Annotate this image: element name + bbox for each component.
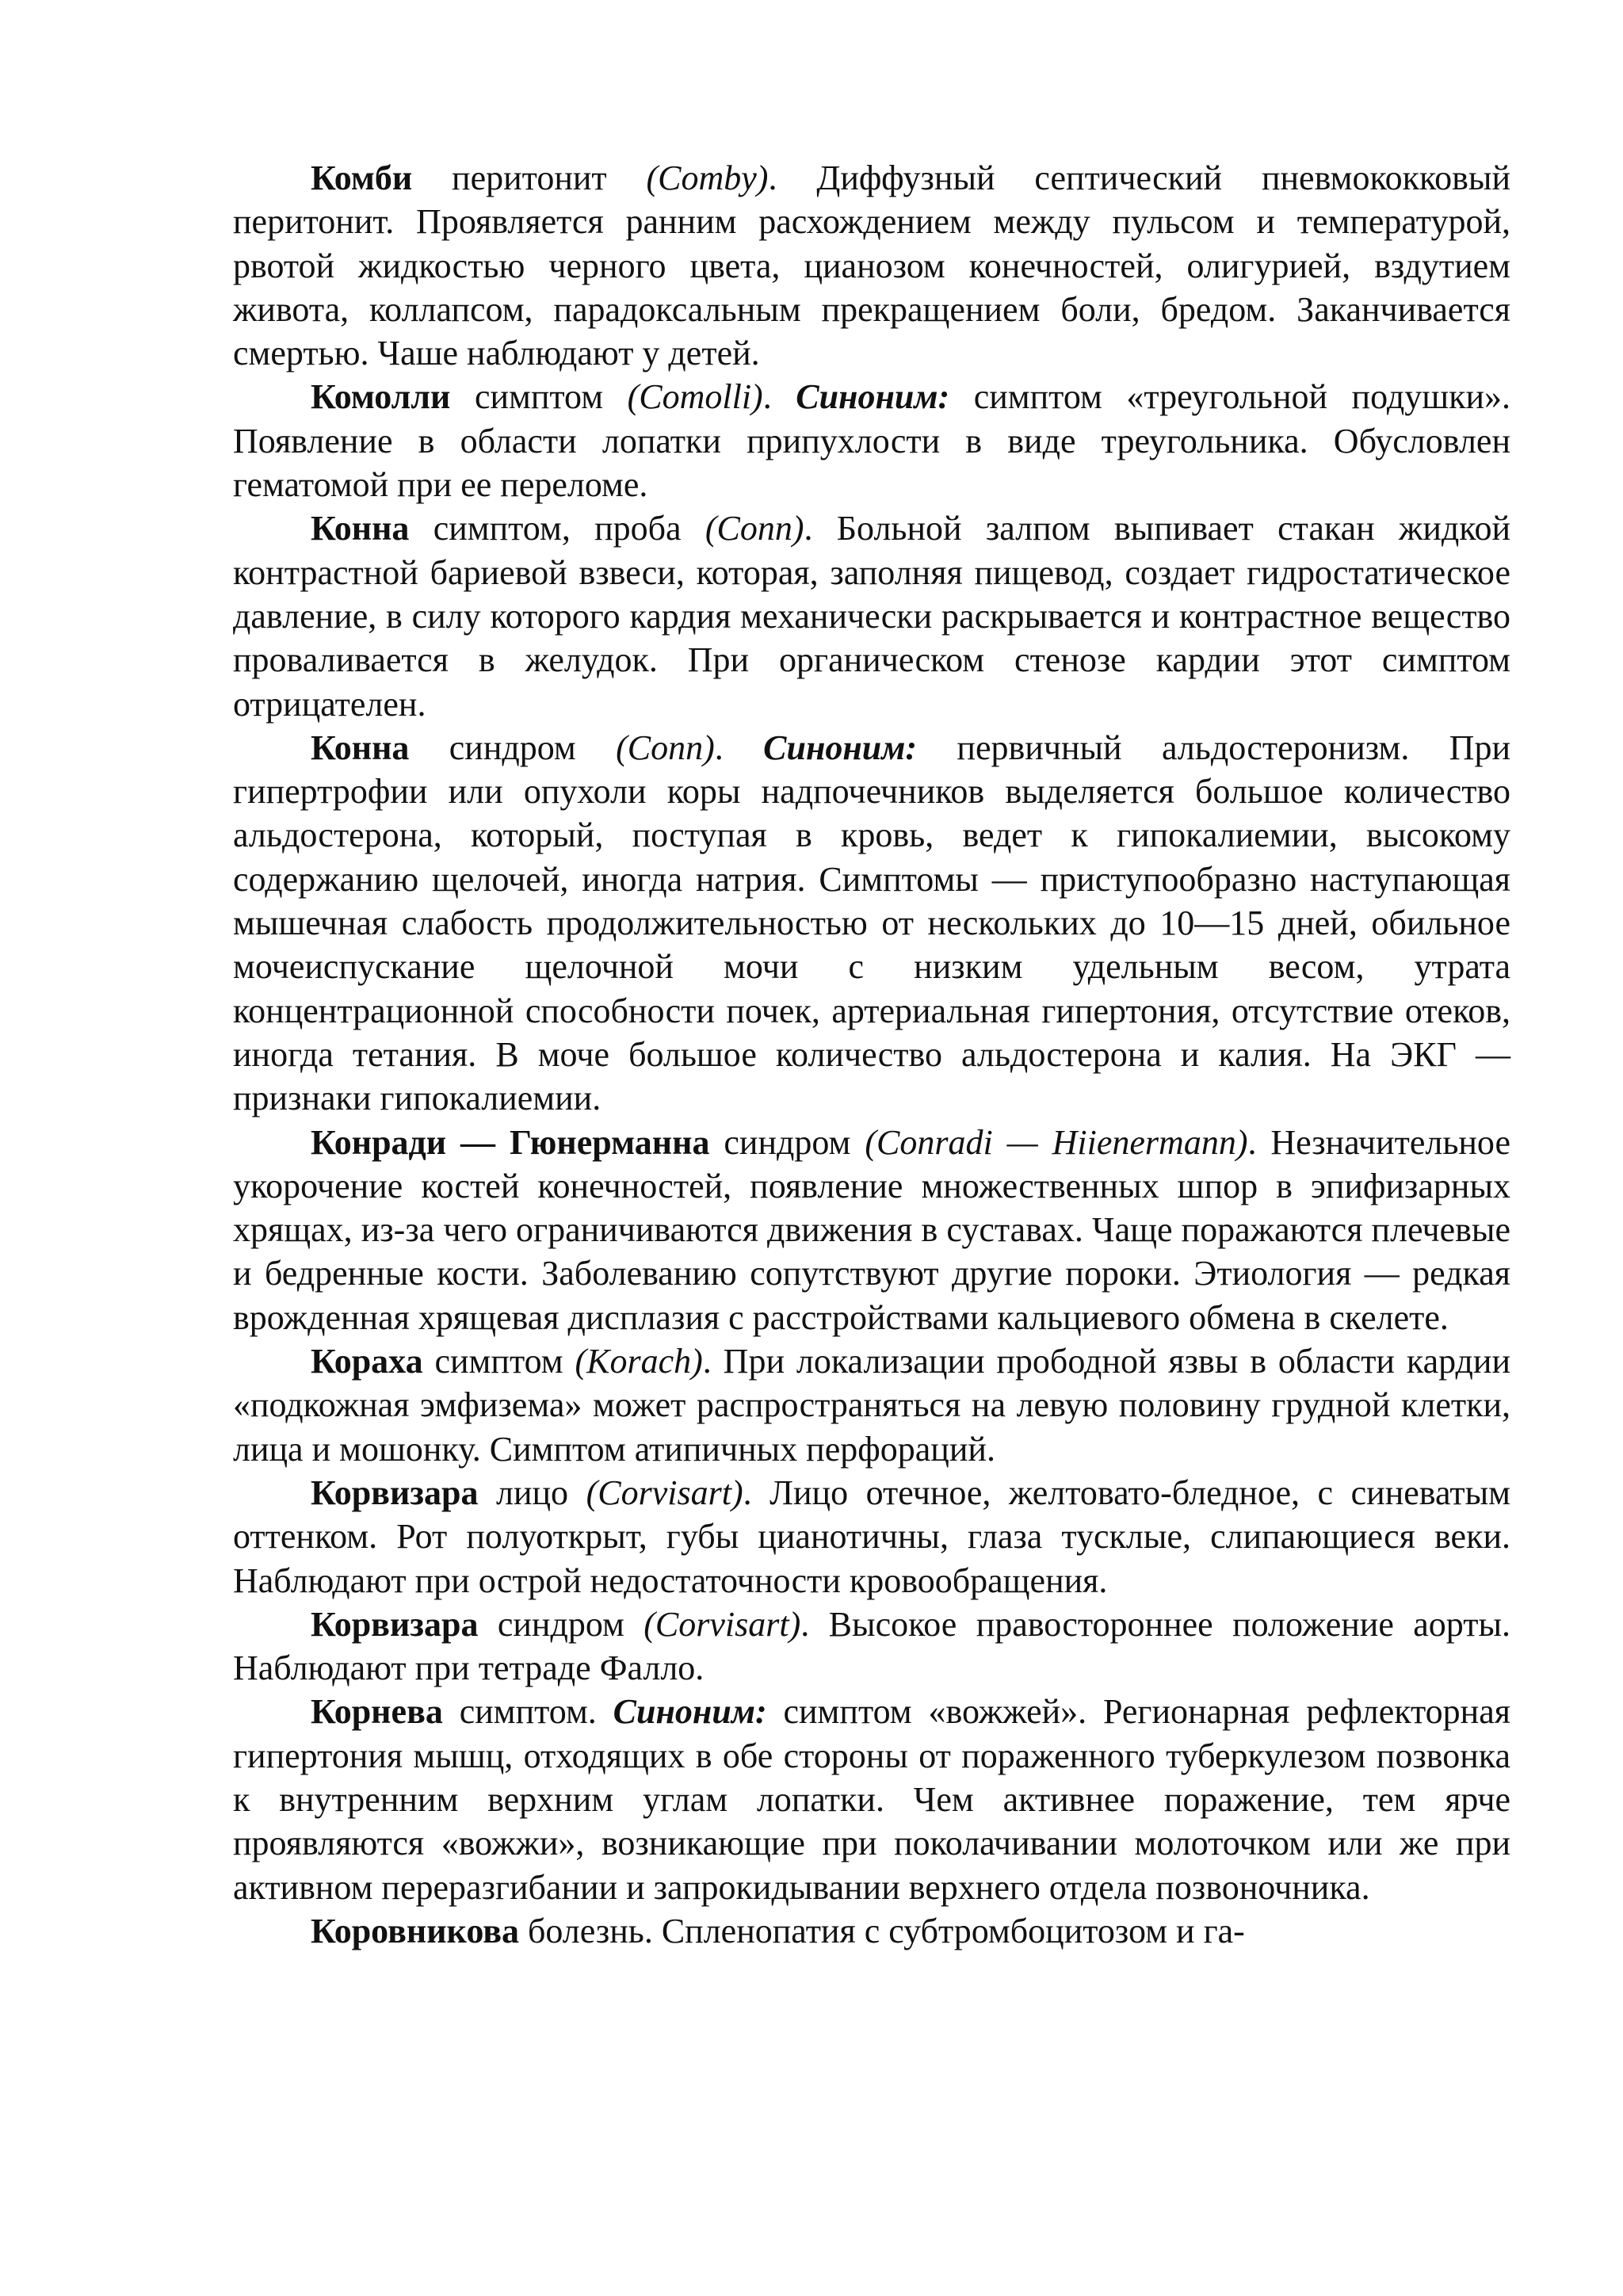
entry-synonym-label: Синоним: bbox=[763, 728, 918, 767]
entry-term: Конради — Гюнерманна bbox=[311, 1122, 710, 1162]
entry-latin: (Conn) bbox=[705, 509, 804, 548]
entry-text: . Больной залпом выпивает стакан жидкой контрастной бариевой взвеси, которая, заполняя пищевод, создает гидростатическое давление, в силу которого кардия механически раскрывается и контрастное вещество проваливается в желудок. При органическом стенозе кардии этот симптом отрицателен. bbox=[233, 509, 1510, 724]
entry-latin: (Corvisart) bbox=[643, 1604, 801, 1644]
entry-kind: болезнь. bbox=[519, 1911, 662, 1950]
entry-kind: симптом bbox=[422, 1342, 575, 1381]
entry-latin: (Conn) bbox=[616, 728, 715, 767]
entry-latin: (Korach) bbox=[575, 1342, 703, 1381]
entry-kind: симптом. bbox=[442, 1692, 613, 1732]
entry-text: . Высокое правостороннее положение аорты. Наблюдают при тетраде Фалло. bbox=[233, 1604, 1511, 1688]
entry-corvisart-face bbox=[233, 1471, 1510, 1603]
entry-term: Конна bbox=[311, 728, 410, 767]
entry-latin: (Comby) bbox=[646, 159, 769, 197]
entry-text: . Незначительное укорочение костей конечностей, появление множественных шпор в эпифизарных хрящах, из-за чего ограничиваются движения в суставах. Чаще поражаются плечевые и бедренные кости. Заболеванию сопутствуют другие пороки. Этиология — редкая врожденная хрящевая дисплазия с расстройствами кальциевого обмена в скелете. bbox=[233, 1122, 1510, 1337]
entry-term: Корвизара bbox=[311, 1604, 479, 1644]
entry-latin: (Conradi — Hiienermann) bbox=[865, 1122, 1248, 1162]
entry-corvisart-syndrome bbox=[233, 1603, 1510, 1690]
entry-text: Спленопатия с субтромбоцитозом и га- bbox=[661, 1911, 1245, 1950]
entry-term: Коровникова bbox=[311, 1911, 519, 1950]
entry-text: . Лицо отечное, желтовато-бледное, с синеватым оттенком. Рот полуоткрыт, губы цианотичны, глаза тусклые, слипающиеся веки. Наблюдают при острой недостаточности кровообращения. bbox=[233, 1473, 1510, 1600]
entry-conradi bbox=[233, 1121, 1510, 1339]
entry-text: . При локализации прободной язвы в области кардии «подкожная эмфизема» может распространяться на левую половину грудной клетки, лица и мошонку. Симптом атипичных перфораций. bbox=[233, 1342, 1510, 1469]
entry-conn-symptom bbox=[233, 506, 1510, 725]
text-column bbox=[233, 156, 1510, 1953]
entry-kind: симптом bbox=[450, 377, 628, 417]
entry-separator: . bbox=[714, 728, 764, 767]
entry-kind: симптом, проба bbox=[409, 509, 705, 548]
entry-term: Корнева bbox=[311, 1692, 443, 1732]
entry-term: Корвизара bbox=[311, 1473, 479, 1512]
entry-kind: синдром bbox=[409, 728, 617, 767]
entry-synonym-label: Синоним: bbox=[796, 377, 950, 417]
entry-text: симптом «треугольной подушки». Появление в области лопатки припухлости в виде треугольника. Обусловлен гематомой при ее переломе. bbox=[233, 377, 1511, 505]
entry-term: Комби bbox=[311, 159, 413, 197]
entry-conn-syndrome bbox=[233, 726, 1510, 1121]
entry-text: первичный альдостеронизм. При гипертрофии или опухоли коры надпочечников выделяется большое количество альдостерона, который, поступая в кровь, ведет к гипокалиемии, высокому содержанию щелочей, иногда натрия. Симптомы — приступообразно наступающая мышечная слабость продолжительностью от нескольких до 10—15 дней, обильное мочеиспускание щелочной мочи с низким удельным весом, утрата концентрационной способности почек, артериальная гипертония, отсутствие отеков, иногда тетания. В моче большое количество альдостерона и калия. На ЭКГ — признаки гипокалиемии. bbox=[233, 728, 1511, 1118]
entry-korneva bbox=[233, 1690, 1510, 1908]
entry-kind: синдром bbox=[478, 1604, 644, 1644]
entry-term: Кораха bbox=[311, 1342, 423, 1381]
entry-kind: синдром bbox=[709, 1122, 865, 1162]
entry-synonym-label: Синоним: bbox=[613, 1692, 767, 1732]
entry-text: . Диффузный септический пневмококковый перитонит. Проявляется ранним расхождением между пульсом и температурой, рвотой жидкостью черного цвета, цианозом конечностей, олигурией, вздутием живота, коллапсом, парадоксальным прекращением боли, бредом. Заканчивается смертью. Чаше наблюдают у детей. bbox=[233, 159, 1510, 373]
entry-comby bbox=[233, 156, 1510, 375]
entry-latin: (Comolli) bbox=[627, 377, 763, 417]
entry-term: Конна bbox=[311, 509, 410, 548]
entry-korovnikova bbox=[233, 1909, 1510, 1953]
entry-kind: лицо bbox=[478, 1473, 586, 1512]
entry-kind: перитонит bbox=[412, 159, 647, 197]
entry-separator: . bbox=[762, 377, 796, 417]
entry-korach bbox=[233, 1339, 1510, 1471]
entry-text: симптом «вожжей». Регионарная рефлекторная гипертония мышц, отходящих в обе стороны от пораженного туберкулезом позвонка к внутренним верхним углам лопатки. Чем активнее поражение, тем ярче проявляются «вожжи», возникающие при поколачивании молоточком или же при активном переразгибании и запрокидывании верхнего отдела позвоночника. bbox=[233, 1692, 1510, 1907]
entry-comolli bbox=[233, 375, 1510, 506]
entry-term: Комолли bbox=[311, 377, 451, 417]
entry-latin: (Corvisart) bbox=[586, 1473, 743, 1512]
